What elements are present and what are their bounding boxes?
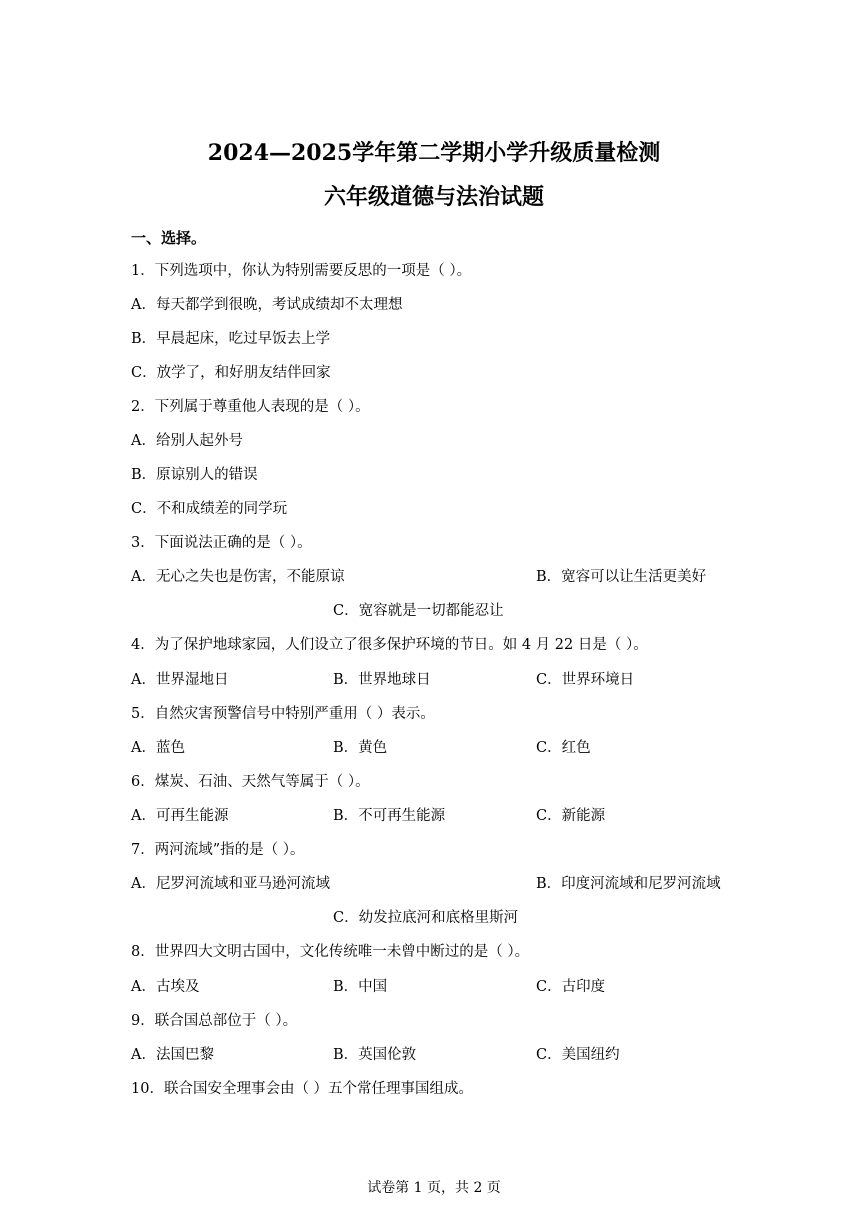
question-stem: 10．联合国安全理事会由（ ）五个常任理事国组成。 xyxy=(131,1081,474,1097)
question-option: B．宽容可以让生活更美好 xyxy=(536,569,707,585)
question-stem: 2．下列属于尊重他人表现的是（ ）。 xyxy=(131,399,370,415)
question-option: B．世界地球日 xyxy=(333,672,431,688)
question-stem: 9．联合国总部位于（ ）。 xyxy=(131,1013,298,1029)
question-stem: 1．下列选项中，你认为特别需要反思的一项是（ ）。 xyxy=(131,263,472,279)
question-option: C．新能源 xyxy=(536,808,606,824)
question-option: C．美国纽约 xyxy=(536,1047,620,1063)
question-option: B．早晨起床，吃过早饭去上学 xyxy=(131,331,331,347)
question-option: C．世界环境日 xyxy=(536,672,635,688)
exam-subtitle: 六年级道德与法治试题 xyxy=(323,184,544,210)
question-option: C．幼发拉底河和底格里斯河 xyxy=(333,910,519,926)
question-option: B．黄色 xyxy=(333,740,388,756)
question-stem: 8．世界四大文明古国中，文化传统唯一未曾中断过的是（ ）。 xyxy=(131,944,530,960)
question-option: B．中国 xyxy=(333,979,388,995)
question-option: B．英国伦敦 xyxy=(333,1047,417,1063)
question-option: A．给别人起外号 xyxy=(131,433,243,449)
question-option: C．不和成绩差的同学玩 xyxy=(131,501,288,517)
question-option: B．原谅别人的错误 xyxy=(131,467,258,483)
question-option: A．无心之失也是伤害，不能原谅 xyxy=(131,569,345,585)
question-stem: 6．煤炭、石油、天然气等属于（ ）。 xyxy=(131,774,370,790)
question-option: C．宽容就是一切都能忍让 xyxy=(333,603,504,619)
question-option: B．印度河流域和尼罗河流域 xyxy=(536,876,721,892)
question-option: A．世界湿地日 xyxy=(131,672,229,688)
question-option: C．放学了，和好朋友结伴回家 xyxy=(131,365,331,381)
question-stem: 5．自然灾害预警信号中特别严重用（ ）表示。 xyxy=(131,706,435,722)
question-stem: 7．两河流域”指的是（ ）。 xyxy=(131,842,305,858)
question-stem: 4．为了保护地球家园，人们设立了很多保护环境的节日。如 4 月 22 日是（ ）。 xyxy=(131,637,648,653)
question-option: A．古埃及 xyxy=(131,979,200,995)
question-option: A．法国巴黎 xyxy=(131,1047,214,1063)
exam-title: 2024—2025学年第二学期小学升级质量检测 xyxy=(207,140,661,166)
question-option: A．尼罗河流域和亚马逊河流域 xyxy=(131,876,330,892)
question-option: B．不可再生能源 xyxy=(333,808,446,824)
question-option: A．蓝色 xyxy=(131,740,185,756)
page-footer: 试卷第 1 页，共 2 页 xyxy=(367,1180,501,1196)
question-option: A．可再生能源 xyxy=(131,808,229,824)
question-option: A．每天都学到很晚，考试成绩却不太理想 xyxy=(131,297,403,313)
question-option: C．古印度 xyxy=(536,979,606,995)
section-heading: 一、选择。 xyxy=(131,229,207,247)
question-stem: 3．下面说法正确的是（ ）。 xyxy=(131,535,312,551)
question-option: C．红色 xyxy=(536,740,591,756)
